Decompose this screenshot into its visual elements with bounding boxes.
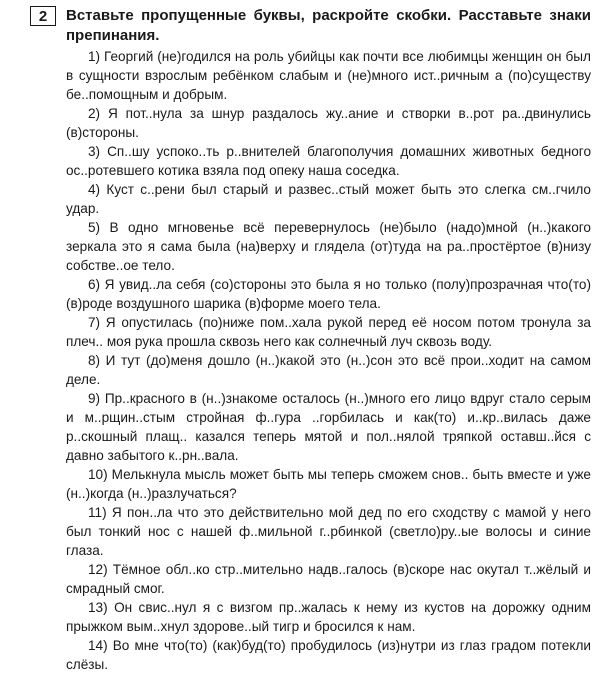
sentence-13: 13) Он свис..нул я с визгом пр..жалась к нему из кустов на дорожку одним прыжком вым..хнул здорове..ый тигр и бросился к нам. bbox=[66, 600, 591, 634]
sentence-9: 9) Пр..красного в (н..)знакоме осталось (н..)много его лицо вдруг стало серым и м..рщин..стым стройная ф..гура ..горбилась и как(то) и..кр..вилась даже р..скошный плащ.. казался теперь мятой и пол..нялой тряпкой оставш..йся с давно забытого к..рн..вала. bbox=[66, 391, 591, 463]
sentence-4: 4) Куст с..рени был старый и развес..стый может быть это слегка см..гчило удар. bbox=[66, 182, 591, 216]
task-number: 2 bbox=[30, 6, 56, 26]
exercise-text bbox=[66, 47, 591, 674]
sentence-10: 10) Мелькнула мысль может быть мы теперь сможем снов.. быть вместе и уже (н..)когда (н..)разлучаться? bbox=[66, 467, 591, 501]
sentence-14: 14) Во мне что(то) (как)буд(то) пробудилось (из)нутри из глаз градом потекли слёзы. bbox=[66, 638, 591, 672]
sentence-11: 11) Я пон..ла что это действительно мой дед по его сходству с мамой у него был тонкий нос с нашей ф..мильной г..рбинкой (светло)ру..ые волосы и синие глаза. bbox=[66, 505, 591, 558]
sentence-6: 6) Я увид..ла себя (со)стороны это была я но только (полу)прозрачная что(то) (в)роде воздушного шарика (в)форме моего тела. bbox=[66, 277, 591, 311]
sentence-2: 2) Я пот..нула за шнур раздалось жу..ание и створки в..рот ра..двинулись (в)стороны. bbox=[66, 106, 591, 140]
sentence-8: 8) И тут (до)меня дошло (н..)какой это (н..)сон это всё прои..ходит на самом деле. bbox=[66, 353, 591, 387]
sentence-12: 12) Тёмное обл..ко стр..мительно надв..галось (в)скоре нас окутал т..жёлый и смрадный смог. bbox=[66, 562, 591, 596]
task-instruction: Вставьте пропущенные буквы, раскройте скобки. Расставьте знаки препинания. bbox=[66, 7, 591, 44]
sentence-1: 1) Георгий (не)годился на роль убийцы как почти все любимцы женщин он был в сущности взрослым ребёнком слабым и (не)много ист..ричным а (по)существу бе..помощным и добрым. bbox=[66, 49, 591, 102]
sentence-7: 7) Я опустилась (по)ниже пом..хала рукой перед её носом потом тронула за плеч.. моя рука прошла сквозь него как солнечный луч сквозь воду. bbox=[66, 315, 591, 349]
sentence-5: 5) В одно мгновенье всё перевернулось (не)было (надо)мной (н..)какого зеркала это я сама была (на)верху и глядела (от)туда на ра..простёртое (в)низу собстве..ое тело. bbox=[66, 220, 591, 273]
sentence-3: 3) Сп..шу успоко..ть р..внителей благополучия домашних животных бедного ос..ротевшего котика взяла под опеку наша соседка. bbox=[66, 144, 591, 178]
